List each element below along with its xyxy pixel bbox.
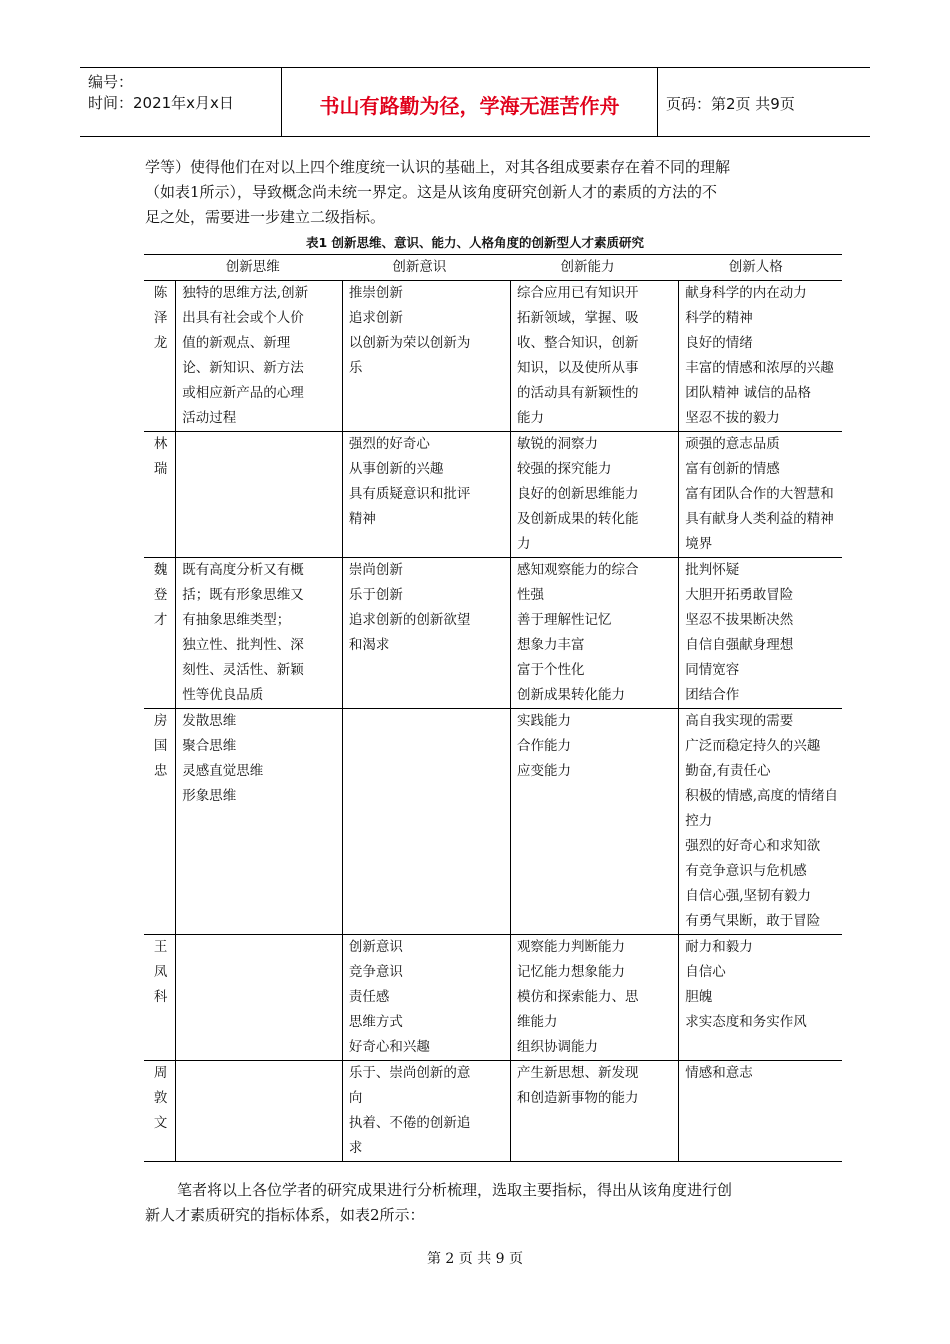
ability-cell (511, 935, 679, 1061)
researcher-name-cell (144, 935, 176, 1061)
page-header (80, 67, 870, 137)
ability-cell (511, 432, 679, 558)
table-header-row (144, 255, 842, 281)
personality-line: 富有创新的情感 (685, 461, 780, 477)
personality-line: 耐力和毅力 (685, 939, 753, 955)
awareness-line: 强烈的好奇心 (348, 436, 430, 452)
thinking-line: 形象思维 (182, 788, 237, 804)
thinking-cell (176, 1061, 343, 1162)
quality-table (144, 254, 842, 1162)
closing-line: 新人才素质研究的指标体系，如表2所示： (145, 1206, 425, 1224)
ability-line: 善于理解性记忆 (517, 612, 612, 628)
awareness-cell (342, 935, 510, 1061)
closing-paragraph (145, 1178, 805, 1228)
personality-line: 控力 (685, 813, 713, 829)
personality-line: 坚忍不拔的毅力 (685, 410, 780, 426)
header-cell-personality: 创新人格 (679, 255, 842, 281)
table-row (144, 558, 842, 709)
personality-line: 大胆开拓勇敢冒险 (685, 587, 794, 603)
intro-paragraph (145, 155, 805, 230)
personality-line: 良好的情绪 (685, 335, 753, 351)
researcher-name-char: 国 (153, 738, 168, 754)
intro-line: 足之处，需要进一步建立二级指标。 (145, 208, 386, 226)
personality-line: 境界 (685, 536, 713, 552)
ability-line: 想象力丰富 (517, 637, 585, 653)
personality-line: 有竞争意识与危机感 (685, 863, 807, 879)
personality-line: 求实态度和务实作风 (685, 1014, 807, 1030)
personality-line: 团队精神 诚信的品格 (685, 385, 811, 401)
personality-line: 勤奋,有责任心 (685, 763, 771, 779)
thinking-line: 论、新知识、新方法 (182, 360, 304, 376)
ability-line: 能力 (517, 410, 545, 426)
researcher-name-char: 瑞 (153, 461, 168, 477)
header-page-info: 页码：第2页 共9页 (666, 94, 795, 113)
awareness-line: 崇尚创新 (348, 562, 403, 578)
personality-line: 自信心 (685, 964, 726, 980)
awareness-line: 向 (348, 1090, 363, 1106)
number-label: 编号： (88, 73, 134, 91)
personality-cell (679, 432, 842, 558)
personality-line: 同情宽容 (685, 662, 740, 678)
personality-cell (679, 709, 842, 935)
researcher-name-char: 王 (153, 939, 168, 955)
researcher-name-char: 泽 (153, 310, 168, 326)
personality-line: 自信心强,坚韧有毅力 (685, 888, 811, 904)
researcher-name-char: 魏 (153, 562, 168, 578)
intro-line: （如表1所示），导致概念尚未统一界定。这是从该角度研究创新人才的素质的方法的不 (145, 183, 718, 201)
thinking-cell (176, 558, 343, 709)
personality-line: 有勇气果断，敢于冒险 (685, 913, 821, 929)
awareness-cell (342, 281, 510, 432)
thinking-line: 既有高度分析又有概 (182, 562, 304, 578)
researcher-name-char: 房 (153, 713, 168, 729)
awareness-line: 具有质疑意识和批评 (348, 486, 471, 502)
table-row (144, 432, 842, 558)
ability-line: 组织协调能力 (517, 1039, 599, 1055)
ability-line: 感知观察能力的综合 (517, 562, 639, 578)
thinking-line: 发散思维 (182, 713, 237, 729)
thinking-line: 刻性、灵活性、新颖 (182, 662, 304, 678)
table-row (144, 709, 842, 935)
table-row (144, 281, 842, 432)
thinking-line: 值的新观点、新理 (182, 335, 291, 351)
thinking-line: 性等优良品质 (182, 687, 264, 703)
researcher-name-char: 科 (153, 989, 168, 1005)
ability-line: 实践能力 (517, 713, 572, 729)
ability-line: 性强 (517, 587, 545, 603)
researcher-name-char: 陈 (153, 285, 168, 301)
personality-line: 献身科学的内在动力 (685, 285, 807, 301)
awareness-line: 求 (348, 1140, 363, 1156)
awareness-line: 推崇创新 (348, 285, 403, 301)
ability-line: 良好的创新思维能力 (517, 486, 639, 502)
ability-line: 收、整合知识，创新 (517, 335, 639, 351)
awareness-cell (342, 1061, 510, 1162)
closing-line: 笔者将以上各位学者的研究成果进行分析梳理，选取主要指标，得出从该角度进行创 (177, 1181, 733, 1199)
personality-line: 高自我实现的需要 (685, 713, 794, 729)
personality-line: 团结合作 (685, 687, 740, 703)
thinking-cell (176, 281, 343, 432)
personality-line: 积极的情感,高度的情绪自 (685, 788, 838, 804)
awareness-line: 和渴求 (348, 637, 390, 653)
thinking-line: 有抽象思维类型； (182, 612, 291, 628)
thinking-line: 独立性、批判性、深 (182, 637, 304, 653)
ability-line: 知识，以及使所从事 (517, 360, 639, 376)
personality-cell (679, 558, 842, 709)
table-row (144, 935, 842, 1061)
ability-line: 和创造新事物的能力 (517, 1090, 639, 1106)
researcher-name-cell (144, 709, 176, 935)
personality-line: 科学的精神 (685, 310, 753, 326)
awareness-line: 责任感 (348, 989, 390, 1005)
personality-line: 胆魄 (685, 989, 713, 1005)
thinking-line: 或相应新产品的心理 (182, 385, 304, 401)
ability-cell (511, 1061, 679, 1162)
awareness-line: 乐于、崇尚创新的意 (348, 1065, 471, 1081)
researcher-name-char: 林 (153, 436, 168, 452)
awareness-line: 精神 (348, 511, 376, 527)
thinking-line: 独特的思维方法,创新 (182, 285, 309, 301)
personality-line: 顽强的意志品质 (685, 436, 780, 452)
header-cell-empty (144, 255, 176, 281)
awareness-line: 好奇心和兴趣 (348, 1039, 430, 1055)
awareness-cell (342, 709, 510, 935)
researcher-name-cell (144, 281, 176, 432)
personality-cell (679, 281, 842, 432)
header-cell-thinking: 创新思维 (176, 255, 343, 281)
ability-line: 较强的探究能力 (517, 461, 612, 477)
researcher-name-cell (144, 1061, 176, 1162)
awareness-line: 追求创新 (348, 310, 403, 326)
time-label: 时间：2021年x月x日 (88, 94, 234, 112)
intro-line: 学等）使得他们在对以上四个维度统一认识的基础上，对其各组成要素存在着不同的理解 (145, 158, 731, 176)
personality-cell (679, 1061, 842, 1162)
ability-line: 记忆能力想象能力 (517, 964, 626, 980)
awareness-cell (342, 558, 510, 709)
header-motto: 书山有路勤为径，学海无涯苦作舟 (282, 68, 658, 136)
table-row (144, 1061, 842, 1162)
ability-line: 综合应用已有知识开 (517, 285, 639, 301)
awareness-line: 以创新为荣以创新为 (348, 335, 471, 351)
thinking-line: 灵感直觉思维 (182, 763, 264, 779)
ability-line: 及创新成果的转化能 (517, 511, 639, 527)
thinking-cell (176, 935, 343, 1061)
thinking-line: 聚合思维 (182, 738, 237, 754)
header-meta (80, 68, 282, 136)
researcher-name-char: 凤 (153, 964, 168, 980)
ability-line: 敏锐的洞察力 (517, 436, 599, 452)
ability-line: 观察能力判断能力 (517, 939, 626, 955)
awareness-line: 乐 (348, 360, 363, 376)
personality-line: 富有团队合作的大智慧和 (685, 486, 834, 502)
ability-line: 模仿和探索能力、思 (517, 989, 639, 1005)
researcher-name-cell (144, 558, 176, 709)
personality-line: 自信自强献身理想 (685, 637, 794, 653)
researcher-name-char: 文 (153, 1115, 168, 1131)
thinking-cell (176, 432, 343, 558)
researcher-name-char: 才 (153, 612, 168, 628)
ability-line: 拓新领域，掌握、吸 (517, 310, 639, 326)
table-caption: 表1 创新思维、意识、能力、人格角度的创新型人才素质研究 (305, 235, 645, 250)
personality-line: 批判怀疑 (685, 562, 740, 578)
researcher-name-char: 周 (153, 1065, 168, 1081)
ability-line: 维能力 (517, 1014, 558, 1030)
ability-cell (511, 709, 679, 935)
personality-line: 坚忍不拔果断决然 (685, 612, 794, 628)
ability-line: 力 (517, 536, 531, 552)
awareness-line: 思维方式 (348, 1014, 403, 1030)
researcher-name-char: 登 (153, 587, 168, 603)
researcher-name-cell (144, 432, 176, 558)
thinking-line: 括；既有形象思维又 (182, 587, 304, 603)
header-cell-ability: 创新能力 (511, 255, 679, 281)
ability-line: 应变能力 (517, 763, 572, 779)
awareness-line: 追求创新的创新欲望 (348, 612, 471, 628)
awareness-line: 创新意识 (348, 939, 403, 955)
personality-line: 情感和意志 (685, 1065, 753, 1081)
ability-line: 创新成果转化能力 (517, 687, 626, 703)
thinking-line: 出具有社会或个人价 (182, 310, 304, 326)
researcher-name-char: 龙 (153, 335, 168, 351)
header-cell-awareness: 创新意识 (342, 255, 510, 281)
ability-line: 富于个性化 (517, 662, 585, 678)
ability-line: 的活动具有新颖性的 (517, 385, 639, 401)
ability-cell (511, 281, 679, 432)
page-footer: 第 2 页 共 9 页 (426, 1251, 524, 1267)
awareness-cell (342, 432, 510, 558)
thinking-cell (176, 709, 343, 935)
personality-line: 广泛而稳定持久的兴趣 (685, 738, 821, 754)
awareness-line: 执着、不倦的创新追 (348, 1115, 471, 1131)
ability-cell (511, 558, 679, 709)
personality-line: 丰富的情感和浓厚的兴趣 (685, 360, 834, 376)
personality-line: 强烈的好奇心和求知欲 (685, 838, 821, 854)
personality-line: 具有献身人类利益的精神 (685, 511, 834, 527)
ability-line: 产生新思想、新发现 (517, 1065, 639, 1081)
awareness-line: 乐于创新 (348, 587, 403, 603)
personality-cell (679, 935, 842, 1061)
awareness-line: 竞争意识 (348, 964, 403, 980)
researcher-name-char: 忠 (153, 763, 168, 779)
awareness-line: 从事创新的兴趣 (348, 461, 444, 477)
ability-line: 合作能力 (517, 738, 572, 754)
thinking-line: 活动过程 (182, 410, 237, 426)
researcher-name-char: 敦 (153, 1090, 168, 1106)
